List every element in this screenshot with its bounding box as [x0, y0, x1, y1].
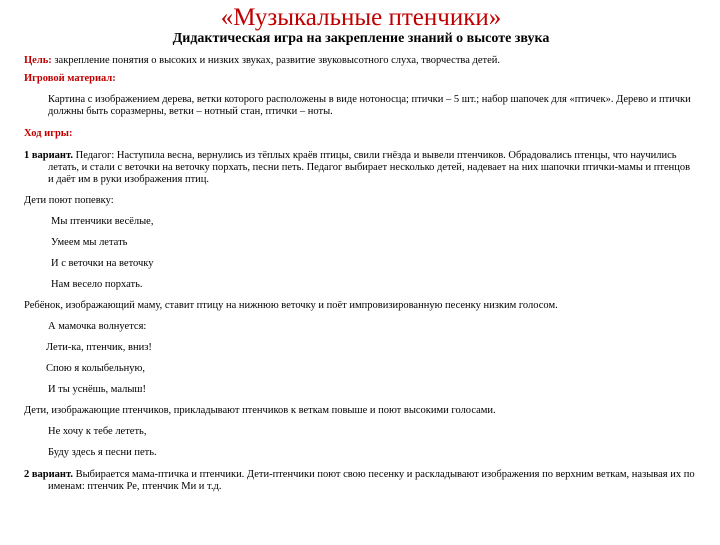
variant2-text: Выбирается мама-птичка и птенчики. Дети-птенчики поют свою песенку и раскладывают изображения по верхним веткам, называя их по именам: птенчик Ре, птенчик Ми и т.д.	[48, 469, 695, 492]
song2-line: Спою я колыбельную,	[46, 363, 146, 374]
page-subtitle: Дидактическая игра на закрепление знаний о высоте звука	[172, 31, 550, 46]
song2-line: Лети-ка, птенчик, вниз!	[46, 342, 152, 353]
goal-text: закрепление понятия о высоких и низких звуках, развитие звуковысотного слуха, творчества детей.	[51, 55, 501, 66]
variant2-paragraph	[24, 469, 698, 493]
child-mother-text: Ребёнок, изображающий маму, ставит птицу на нижнюю веточку и поёт импровизированную песенку низким голосом.	[24, 300, 558, 311]
progress-label: Ход игры:	[24, 128, 73, 139]
song3-line: Буду здесь я песни петь.	[48, 447, 157, 458]
variant1-label: 1 вариант.	[24, 150, 73, 161]
material-label: Игровой материал:	[24, 73, 116, 84]
variant1-paragraph	[24, 150, 698, 186]
song1-line: Мы птенчики весёлые,	[51, 216, 154, 227]
song1-line: И с веточки на веточку	[51, 258, 154, 269]
goal-paragraph	[24, 55, 698, 67]
slide	[0, 5, 720, 545]
goal-label: Цель:	[24, 55, 52, 66]
song1-line: Умеем мы летать	[51, 237, 128, 248]
song2-line: А мамочка волнуется:	[48, 321, 147, 332]
variant1-text: Педагог: Наступила весна, вернулись из тёплых краёв птицы, свили гнёзда и вывели птенчиков. Обрадовались птенцы, что научились летать, и стали с веточки на веточку порхать, песни петь. Педагог выбирает несколько детей, надевает на них шапочки птички-мамы и птенцов и даёт им в руки изображения птиц.	[48, 150, 691, 185]
song2-line: И ты уснёшь, малыш!	[48, 384, 146, 395]
sing-intro: Дети поют попевку:	[24, 195, 114, 206]
variant2-label: 2 вариант.	[24, 469, 73, 480]
material-text: Картина с изображением дерева, ветки которого расположены в виде нотоносца; птички – 5 шт.; набор шапочек для «птичек». Дерево и птички должны быть соразмерны, ветки – нотный стан, птички – ноты.	[48, 94, 691, 117]
children-chicks-text: Дети, изображающие птенчиков, прикладывают птенчиков к веткам повыше и поют высокими голосами.	[24, 405, 496, 416]
song1-line: Нам весело порхать.	[51, 279, 143, 290]
song3-line: Не хочу к тебе лететь,	[48, 426, 147, 437]
page-title: «Музыкальные птенчики»	[220, 4, 502, 31]
